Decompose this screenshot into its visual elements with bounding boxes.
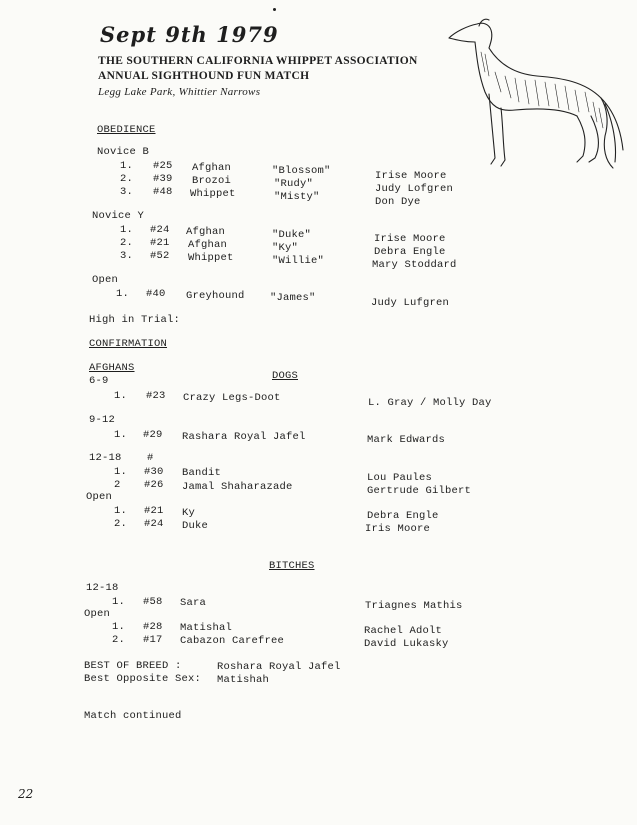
punch-dot [273, 8, 276, 11]
result-place: 1. [112, 596, 126, 608]
result-dog-name: Duke [182, 520, 209, 532]
result-number: #23 [146, 390, 166, 402]
breed-heading: AFGHANS [89, 362, 135, 374]
result-place: 1. [112, 621, 126, 633]
result-dog-name: Matishal [180, 622, 233, 634]
result-number: #39 [153, 173, 173, 185]
result-dog-name: Sara [180, 597, 207, 609]
result-owner: Lou Paules [367, 472, 433, 484]
result-dog-name: "Duke" [272, 229, 312, 241]
result-dog-name: "Misty" [274, 191, 320, 203]
result-owner: Rachel Adolt [364, 625, 443, 637]
event-title: ANNUAL SIGHTHOUND FUN MATCH [98, 70, 310, 82]
result-place: 1. [114, 390, 128, 402]
result-place: 2 [114, 479, 121, 491]
class-label: 9-12 [89, 414, 116, 426]
result-dog-name: "Blossom" [272, 165, 331, 177]
result-owner: L. Gray / Molly Day [368, 397, 492, 409]
result-dog-name: Rashara Royal Jafel [182, 431, 306, 443]
result-place: 2. [112, 634, 126, 646]
obedience-heading: OBEDIENCE [97, 124, 156, 136]
organization-title: THE SOUTHERN CALIFORNIA WHIPPET ASSOCIATION [98, 55, 418, 67]
result-number: #21 [144, 505, 164, 517]
confirmation-heading: CONFIRMATION [89, 338, 168, 350]
result-number: #29 [143, 429, 163, 441]
result-owner: Debra Engle [367, 510, 439, 522]
venue: Legg Lake Park, Whittier Narrows [98, 86, 261, 98]
result-owner: Iris Moore [365, 523, 431, 535]
result-place: 1. [114, 505, 128, 517]
open-dogs-label: Open [86, 491, 113, 503]
document-date: Sept 9th 1979 [100, 22, 279, 47]
result-owner: Mary Stoddard [372, 259, 457, 271]
result-number: #40 [146, 288, 166, 300]
novice-b-label: Novice B [97, 146, 150, 158]
result-dog-name: Bandit [182, 467, 222, 479]
result-owner: Judy Lofgren [375, 183, 454, 195]
result-owner: Don Dye [375, 196, 421, 208]
class-label: 12-18 [86, 582, 119, 594]
result-place: 2. [120, 237, 134, 249]
result-place: 3. [120, 250, 134, 262]
result-owner: Judy Lufgren [371, 297, 450, 309]
result-number: #25 [153, 160, 173, 172]
result-owner: Debra Engle [374, 246, 446, 258]
open-bitches-label: Open [84, 608, 111, 620]
result-dog-name: "Rudy" [274, 178, 314, 190]
open-label: Open [92, 274, 119, 286]
result-dog-name: Cabazon Carefree [180, 635, 285, 647]
result-number: #17 [143, 634, 163, 646]
result-breed: Afghan [186, 226, 226, 238]
result-breed: Whippet [190, 188, 236, 200]
result-place: 1. [114, 429, 128, 441]
result-number: #48 [153, 186, 173, 198]
result-number: #24 [144, 518, 164, 530]
high-in-trial-label: High in Trial: [89, 314, 181, 326]
result-place: 3. [120, 186, 134, 198]
result-owner: Triagnes Mathis [365, 600, 463, 612]
result-owner: Mark Edwards [367, 434, 446, 446]
result-owner: Irise Moore [375, 170, 447, 182]
match-continued-note: Match continued [84, 710, 182, 722]
result-number: #21 [150, 237, 170, 249]
result-dog-name: "James" [270, 292, 316, 304]
result-place: 2. [120, 173, 134, 185]
result-breed: Brozoi [192, 175, 232, 187]
page-number: 22 [18, 787, 34, 801]
result-place: 1. [120, 160, 134, 172]
result-dog-name: Ky [182, 507, 196, 519]
result-breed: Afghan [188, 239, 228, 251]
result-breed: Afghan [192, 162, 232, 174]
result-dog-name: Jamal Shaharazade [182, 481, 293, 493]
result-dog-name: "Ky" [272, 242, 299, 254]
result-number: #28 [143, 621, 163, 633]
best-opposite-sex-label: Best Opposite Sex: [84, 673, 202, 685]
result-dog-name: "Willie" [272, 255, 325, 267]
result-place: 2. [114, 518, 128, 530]
result-owner: David Lukasky [364, 638, 449, 650]
bitches-heading: BITCHES [269, 560, 315, 572]
result-owner: Gertrude Gilbert [367, 485, 472, 497]
result-number: #26 [144, 479, 164, 491]
dogs-heading: DOGS [272, 370, 299, 382]
result-place: 1. [116, 288, 130, 300]
result-breed: Whippet [188, 252, 234, 264]
result-number: #58 [143, 596, 163, 608]
result-place: 1. [120, 224, 134, 236]
class-label: 6-9 [89, 375, 109, 387]
hash-mark: # [147, 452, 154, 464]
best-of-breed-value: Roshara Royal Jafel [217, 661, 341, 673]
class-label: 12-18 [89, 452, 122, 464]
best-of-breed-label: BEST OF BREED : [84, 660, 182, 672]
whippet-illustration [445, 12, 625, 180]
result-number: #52 [150, 250, 170, 262]
result-dog-name: Crazy Legs-Doot [183, 392, 281, 404]
result-place: 1. [114, 466, 128, 478]
result-number: #30 [144, 466, 164, 478]
result-breed: Greyhound [186, 290, 245, 302]
result-number: #24 [150, 224, 170, 236]
result-owner: Irise Moore [374, 233, 446, 245]
novice-y-label: Novice Y [92, 210, 145, 222]
best-opposite-sex-value: Matishah [217, 674, 270, 686]
